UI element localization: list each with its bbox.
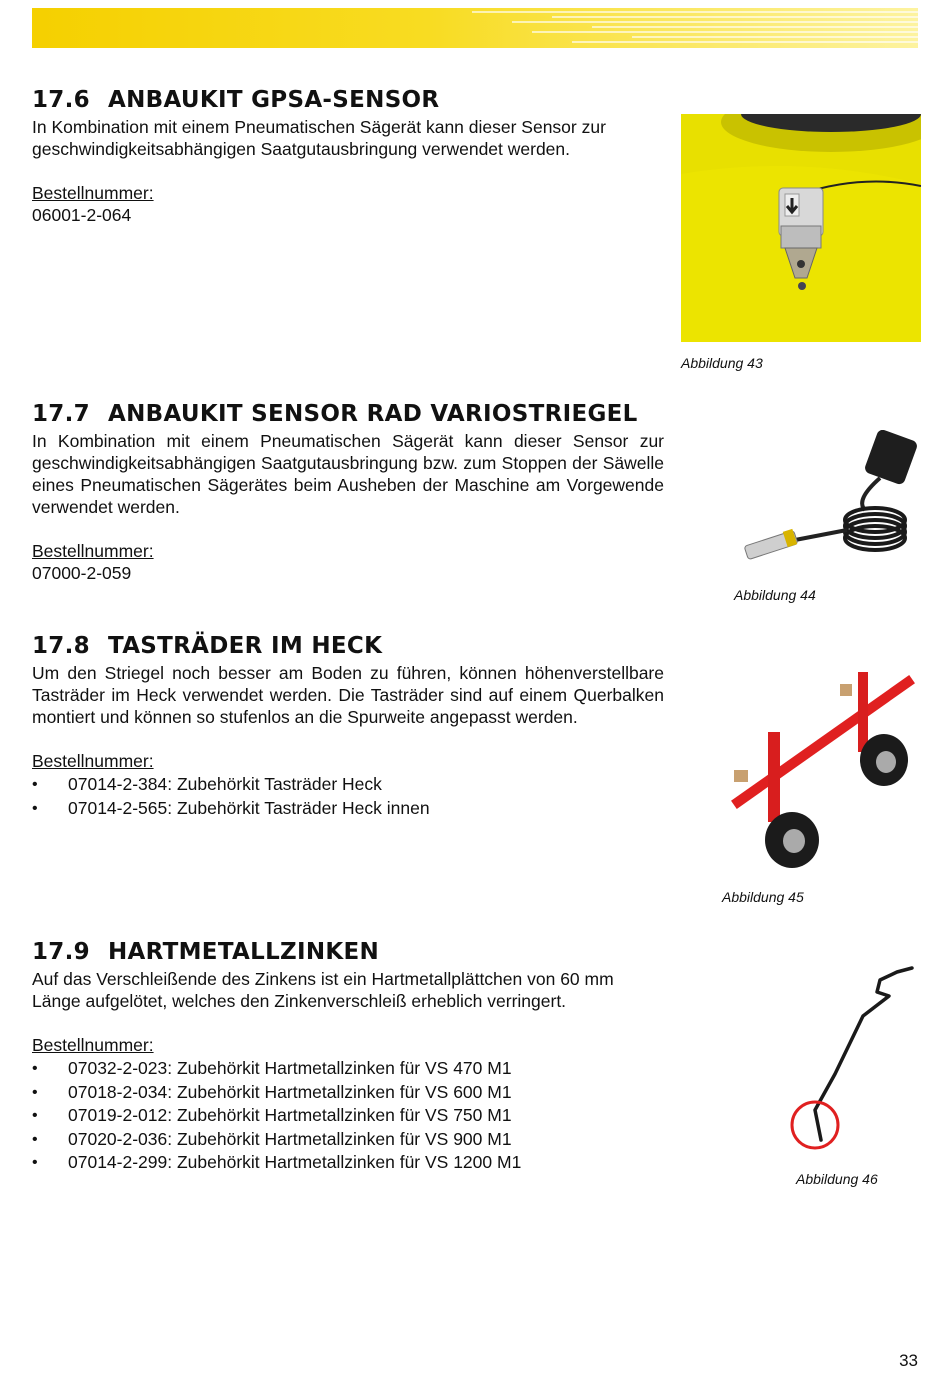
section-17-6 [32, 86, 664, 226]
section-number: 17.6 [32, 87, 90, 113]
list-item: • 07014-2-565: Zubehörkit Tasträder Heck innen [32, 797, 664, 821]
section-number: 17.9 [32, 939, 90, 965]
section-title: HARTMETALLZINKEN [108, 939, 380, 965]
section-heading [32, 400, 664, 428]
section-title: ANBAUKIT GPSA-SENSOR [108, 87, 440, 113]
figure-caption: Abbildung 43 [681, 355, 763, 371]
section-heading [32, 938, 664, 966]
carbide-tine-image [785, 962, 920, 1157]
list-item: • 07014-2-384: Zubehörkit Tasträder Heck [32, 773, 664, 797]
order-label: Bestellnummer: [32, 1035, 154, 1055]
list-item: • 07032-2-023: Zubehörkit Hartmetallzinken für VS 470 M1 [32, 1057, 664, 1081]
section-body: In Kombination mit einem Pneumatischen Sägerät kann dieser Sensor zur geschwindigkeitsabhängigen Saatgutausbringung bzw. zum Stoppen der Säwelle eines Pneumatischen Sägerätes beim Ausheben der Maschine am Vorgewende verwendet werden. [32, 431, 664, 517]
gpsa-sensor-image [681, 114, 921, 342]
section-title: ANBAUKIT SENSOR RAD VARIOSTRIEGEL [108, 401, 638, 427]
list-item: • 07019-2-012: Zubehörkit Hartmetallzinken für VS 750 M1 [32, 1104, 664, 1128]
order-list [32, 1057, 664, 1175]
section-body: Auf das Verschleißende des Zinkens ist ein Hartmetallplättchen von 60 mm Länge aufgelötet, welches den Zinkenverschleiß erheblich verringert. [32, 969, 614, 1011]
section-body: In Kombination mit einem Pneumatischen Sägerät kann dieser Sensor zur geschwindigkeitsabhängigen Saatgutausbringung verwendet werden. [32, 117, 606, 159]
section-number: 17.7 [32, 401, 90, 427]
section-heading [32, 86, 664, 114]
header-stripe-bar [32, 8, 918, 48]
section-body: Um den Striegel noch besser am Boden zu führen, können höhenverstellbare Tasträder im Heck verwendet werden. Die Tasträder sind auf einem Querbalken montiert und können so stufenlos an die Spurweite angepasst werden. [32, 663, 664, 727]
gauge-wheels-image [728, 662, 918, 872]
figure-caption: Abbildung 45 [722, 889, 804, 905]
section-17-9 [32, 938, 664, 1175]
order-label: Bestellnummer: [32, 183, 154, 203]
order-label: Bestellnummer: [32, 541, 154, 561]
list-item: • 07014-2-299: Zubehörkit Hartmetallzinken für VS 1200 M1 [32, 1151, 664, 1175]
section-17-7 [32, 400, 664, 584]
order-label: Bestellnummer: [32, 751, 154, 771]
list-item: • 07018-2-034: Zubehörkit Hartmetallzinken für VS 600 M1 [32, 1081, 664, 1105]
list-item: • 07020-2-036: Zubehörkit Hartmetallzinken für VS 900 M1 [32, 1128, 664, 1152]
section-heading [32, 632, 664, 660]
order-number: 07000-2-059 [32, 563, 132, 583]
order-list [32, 773, 664, 820]
page-number: 33 [899, 1351, 918, 1370]
section-17-8 [32, 632, 664, 820]
figure-caption: Abbildung 46 [796, 1171, 878, 1187]
wheel-sensor-image [735, 430, 920, 575]
order-number: 06001-2-064 [32, 205, 132, 225]
section-title: TASTRÄDER IM HECK [108, 633, 383, 659]
figure-caption: Abbildung 44 [734, 587, 816, 603]
section-number: 17.8 [32, 633, 90, 659]
